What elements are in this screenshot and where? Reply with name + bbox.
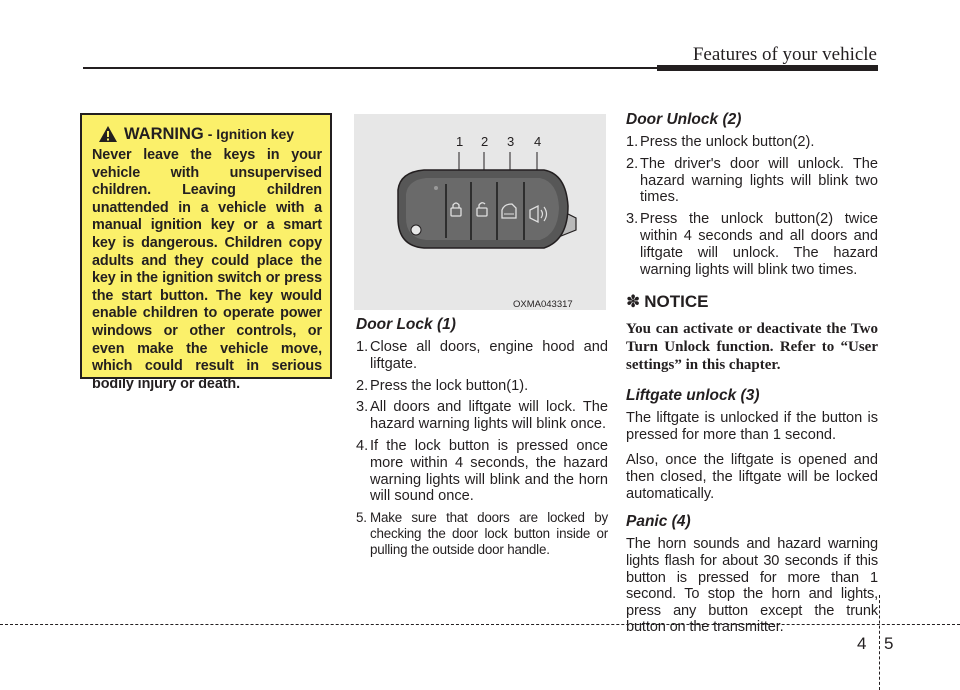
warning-text: Never leave the keys in your vehicle with unsupervised children. Leaving children unattended in a vehicle with a manual ignition key or a smart key is dangerous. Children copy adults and they could place the key in the ignition switch or press the start button. The key would enable children to operate power windows or other controls, or even make the vehicle move, which could result in serious bodily injury or death.	[92, 147, 322, 392]
button-number-2: 2	[481, 134, 489, 149]
list-item	[356, 510, 608, 558]
step-number: 2.	[626, 155, 639, 172]
list-item	[626, 211, 878, 278]
footer-rule	[0, 624, 960, 625]
notice-text: You can activate or deactivate the Two Turn Unlock function. Refer to “User settings” in this chapter.	[626, 321, 878, 374]
step-number: 3.	[626, 211, 639, 228]
notice-heading	[626, 292, 878, 312]
panic-text: The horn sounds and hazard warning lights flash for about 30 seconds if this button is pressed for more than 1 second. To stop the horn and lights, press any button except the trunk button on the transmitter.	[626, 536, 878, 636]
door-unlock-title: Door Unlock (2)	[626, 111, 742, 128]
door-lock-steps	[356, 339, 608, 558]
step-text: Close all doors, engine hood and liftgate.	[370, 339, 608, 372]
chapter-number: 4	[857, 634, 867, 653]
door-lock-section	[356, 315, 608, 563]
liftgate-paragraph: Also, once the liftgate is opened and then closed, the liftgate will be locked automatically.	[626, 451, 878, 502]
list-item	[356, 399, 608, 433]
notice-title: NOTICE	[644, 292, 709, 312]
key-fob-face	[406, 178, 559, 240]
footer-divider	[879, 595, 880, 690]
warning-triangle-icon	[98, 125, 118, 143]
list-item	[356, 339, 608, 373]
header-rule-accent	[657, 65, 878, 71]
page-number: 5	[884, 634, 894, 653]
panic-title: Panic (4)	[626, 513, 691, 531]
step-number: 1.	[356, 339, 369, 355]
warning-subtitle: - Ignition key	[207, 126, 295, 142]
notice-star-icon: ✽	[626, 292, 641, 312]
step-text: If the lock button is pressed once more within 4 seconds, the hazard warning lights will blink and the horn will sound once.	[370, 437, 608, 505]
indicator-led	[434, 186, 438, 190]
right-column	[626, 110, 878, 644]
figure-caption: OXMA043317	[513, 299, 573, 310]
step-text: Press the lock button(1).	[370, 377, 529, 394]
step-text: All doors and liftgate will lock. The hazard warning lights will blink once.	[370, 399, 608, 433]
button-number-4: 4	[534, 134, 542, 149]
list-item	[626, 134, 878, 151]
liftgate-unlock-title: Liftgate unlock (3)	[626, 387, 760, 405]
button-number-3: 3	[507, 134, 515, 149]
step-text: Make sure that doors are locked by checking the door lock button inside or pulling the outside door handle.	[370, 510, 608, 558]
step-number: 3.	[356, 399, 369, 416]
key-fob-figure	[354, 114, 606, 310]
list-item	[626, 156, 878, 206]
door-unlock-steps	[626, 134, 878, 278]
warning-heading	[92, 123, 322, 145]
step-number: 2.	[356, 377, 369, 394]
step-number: 5.	[356, 510, 367, 526]
step-number: 1.	[626, 134, 639, 150]
list-item	[356, 378, 608, 395]
key-ring-hole	[411, 225, 421, 235]
step-text: Press the unlock button(2) twice within 4 seconds and all doors and liftgate will unlock. The hazard warning lights will blink two times.	[640, 211, 878, 278]
running-header: Features of your vehicle	[692, 44, 877, 65]
step-text: Press the unlock button(2).	[640, 134, 815, 150]
step-text: The driver's door will unlock. The hazard warning lights will blink two times.	[640, 155, 878, 206]
list-item	[356, 438, 608, 505]
door-lock-title: Door Lock (1)	[356, 316, 456, 333]
liftgate-paragraph: The liftgate is unlocked if the button is pressed for more than 1 second.	[626, 410, 878, 444]
key-fob-illustration	[354, 114, 606, 310]
step-number: 4.	[356, 437, 369, 454]
warning-box	[80, 113, 332, 392]
button-number-1: 1	[456, 134, 464, 149]
warning-word: WARNING	[124, 124, 204, 143]
